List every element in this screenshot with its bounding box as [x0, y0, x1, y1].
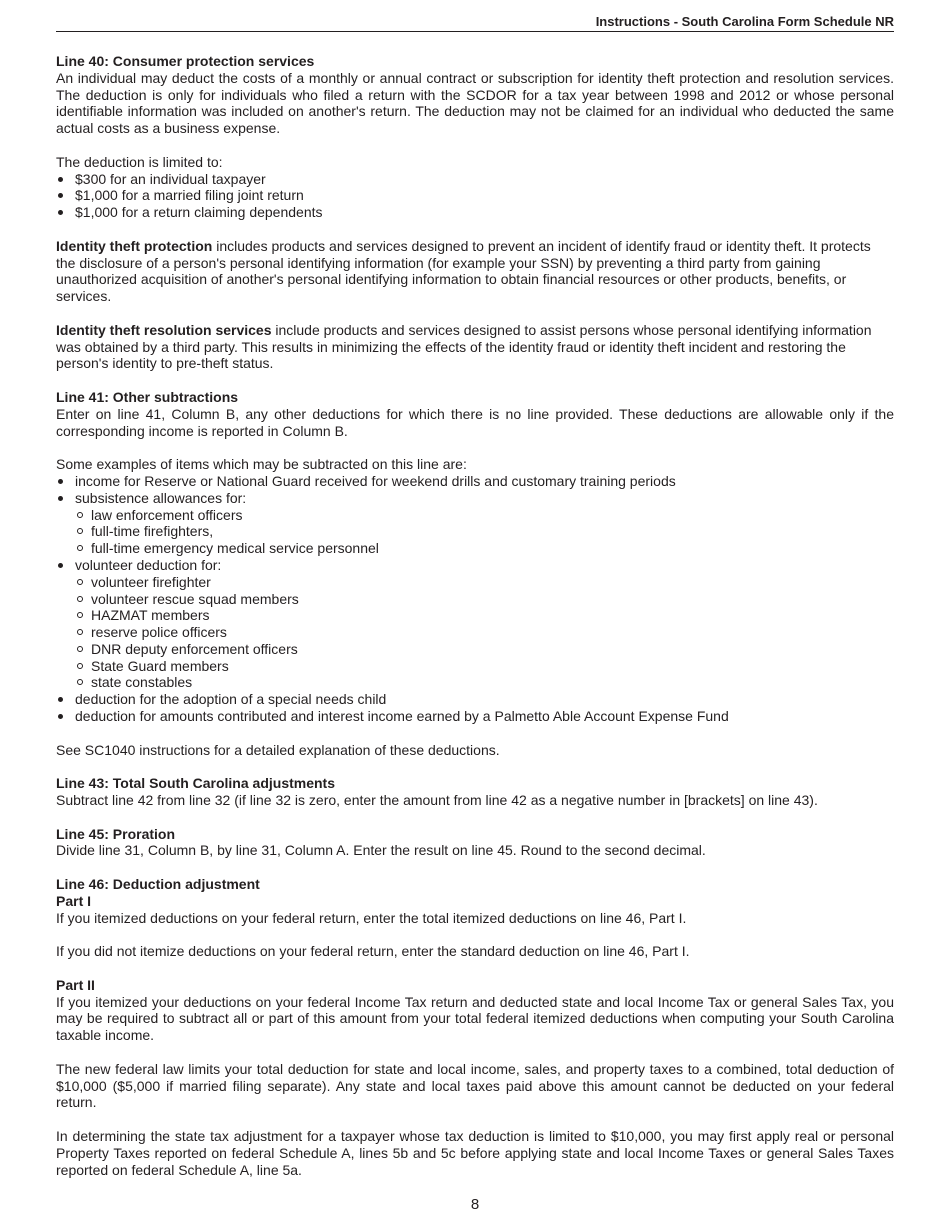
sublist-item: volunteer firefighter: [56, 574, 894, 591]
list-item: [56, 490, 894, 557]
paragraph: Enter on line 41, Column B, any other deductions for which there is no line provided. These deductions are allowable only if the corresponding income is reported in Column B.: [56, 405, 894, 439]
paragraph: An individual may deduct the costs of a monthly or annual contract or subscription for identity theft protection and resolution services. The deduction is only for individuals who filed a return with the SCDOR for a tax year between 1998 and 2012 or whose personal identifiable information was included on another's return. The deduction may not be claimed for an individual who deducted the same actual costs as a business expense.: [56, 69, 894, 137]
paragraph: If you itemized your deductions on your federal Income Tax return and deducted state and local Income Tax or general Sales Tax, you may be required to subtract all or part of this amount from your total federal itemized deductions when computing your South Carolina taxable income.: [56, 993, 894, 1044]
section-heading: Line 45: Proration: [56, 825, 176, 842]
list-item: [56, 557, 894, 691]
paragraph: [56, 238, 894, 305]
term: Identity theft resolution services: [56, 321, 272, 338]
paragraph: If you itemized deductions on your federal return, enter the total itemized deductions on line 46, Part I.: [56, 909, 687, 926]
page-header: [56, 14, 894, 32]
subtractions-list: [56, 473, 894, 725]
paragraph: Divide line 31, Column B, by line 31, Column A. Enter the result on line 45. Round to the second decimal.: [56, 842, 706, 859]
sublist-item: full-time firefighters,: [56, 523, 894, 540]
sublist-item: reserve police officers: [56, 624, 894, 641]
paragraph: In determining the state tax adjustment for a taxpayer whose tax deduction is limited to $10,000, you may first apply real or personal Property Taxes reported on federal Schedule A, lines 5b and 5c before applying state and local Income Taxes or general Sales Taxes reported on federal Schedule A, line 5a.: [56, 1128, 894, 1178]
deduction-limits-list: [56, 171, 894, 221]
list-item: income for Reserve or National Guard received for weekend drills and customary training periods: [56, 473, 894, 490]
document-title: Instructions - South Carolina Form Schedule NR: [595, 14, 894, 29]
paragraph: Subtract line 42 from line 32 (if line 32 is zero, enter the amount from line 42 as a negative number in [brackets] on line 43).: [56, 792, 818, 809]
section-heading: Line 46: Deduction adjustment: [56, 876, 260, 893]
section-line-43: [56, 775, 894, 809]
list-item: deduction for amounts contributed and interest income earned by a Palmetto Able Account Expense Fund: [56, 708, 894, 725]
paragraph: The new federal law limits your total deduction for state and local income, sales, and property taxes to a combined, total deduction of $10,000 ($5,000 if married filing separate). Any state and local taxes paid above this amount cannot be deducted on your federal return.: [56, 1060, 894, 1111]
paragraph: See SC1040 instructions for a detailed explanation of these deductions.: [56, 741, 500, 758]
paragraph: If you did not itemize deductions on your federal return, enter the standard deduction on line 46, Part I.: [56, 943, 690, 960]
term: Identity theft protection: [56, 237, 213, 254]
sublist-item: State Guard members: [56, 658, 894, 675]
list-item: deduction for the adoption of a special needs child: [56, 691, 894, 708]
sublist-item: HAZMAT members: [56, 607, 894, 624]
subsection-heading: Part II: [56, 976, 95, 993]
sublist-item: full-time emergency medical service personnel: [56, 540, 894, 557]
term-definition: include products and services designed to assist persons whose personal identifying information was obtained by a third party. This results in minimizing the effects of the identity fraud or identity theft incident and restoring the person's identity to pre-theft status.: [56, 321, 872, 372]
sublist-item: DNR deputy enforcement officers: [56, 641, 894, 658]
sublist-item: state constables: [56, 674, 894, 691]
term-definition: includes products and services designed to prevent an incident of identify fraud or identity theft. It protects the disclosure of a person's personal identifying information (for example your SSN) by preventing a third party from gaining unauthorized acquisition of another's personal identifying information to obtain financial resources or other products, benefits, or services.: [56, 237, 871, 305]
list-item-label: subsistence allowances for:: [75, 489, 247, 506]
list-item: $300 for an individual taxpayer: [56, 171, 894, 188]
section-heading: Line 40: Consumer protection services: [56, 53, 315, 69]
section-line-41: [56, 389, 894, 759]
sublist: [56, 507, 894, 557]
sublist-item: law enforcement officers: [56, 507, 894, 524]
list-item: $1,000 for a married filing joint return: [56, 187, 894, 204]
sublist: [56, 574, 894, 692]
section-line-46: [56, 876, 894, 1178]
section-line-40: [56, 53, 894, 372]
section-line-45: [56, 826, 894, 860]
section-heading: Line 41: Other subtractions: [56, 388, 239, 405]
sublist-item: volunteer rescue squad members: [56, 591, 894, 608]
paragraph: Some examples of items which may be subtracted on this line are:: [56, 456, 467, 473]
page-number: 8: [470, 1196, 480, 1213]
document-body: [56, 53, 894, 1178]
paragraph: [56, 322, 894, 372]
list-item: $1,000 for a return claiming dependents: [56, 204, 894, 221]
list-item-label: volunteer deduction for:: [75, 556, 222, 573]
subsection-heading: Part I: [56, 892, 92, 909]
section-heading: Line 43: Total South Carolina adjustments: [56, 775, 335, 792]
paragraph: The deduction is limited to:: [56, 153, 223, 170]
